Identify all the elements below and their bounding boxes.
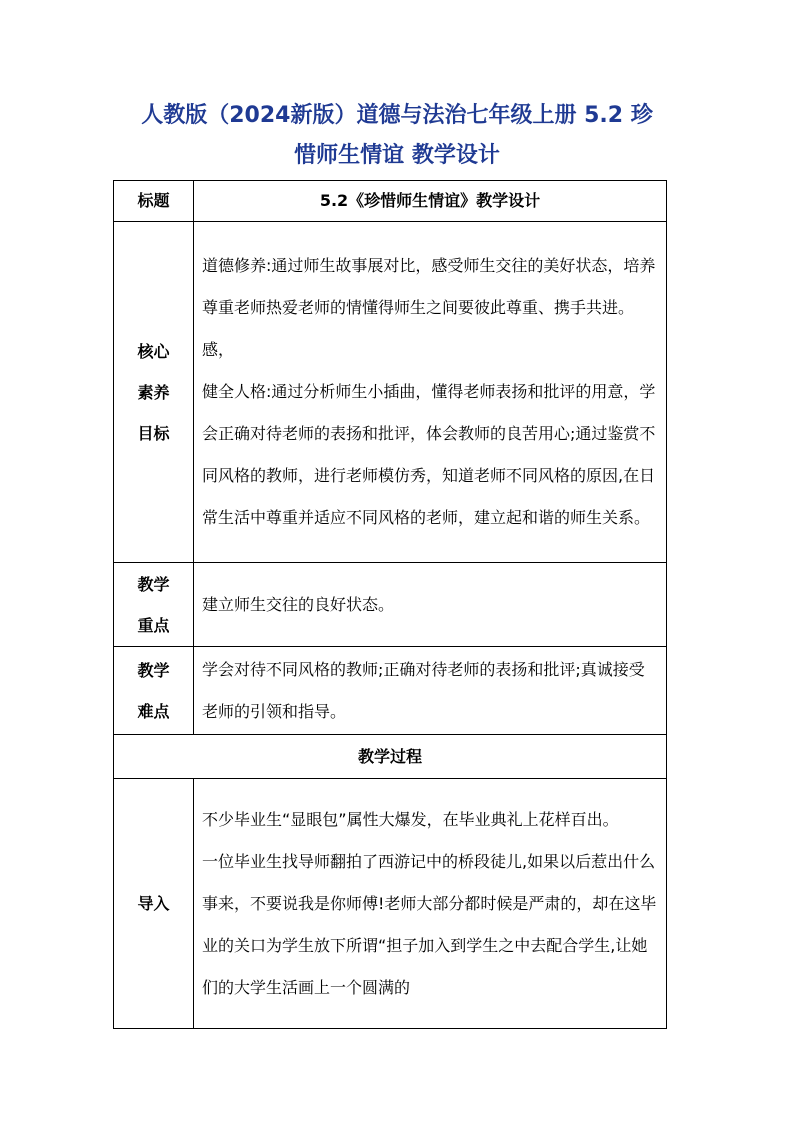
table-row-process-heading [114,735,667,779]
key-point-label: 教学 重点 [114,563,194,647]
header-label-cell: 标题 [114,181,194,222]
intro-paragraph-1: 不少毕业生“显眼包”属性大爆发，在毕业典礼上花样百出。 [202,809,619,829]
lesson-plan-table [113,180,667,1029]
intro-paragraph-2: 一位毕业生找导师翻拍了西游记中的桥段徒儿,如果以后惹出什么事来，不要说我是你师傅!老师大部分都时候是严肃的，却在这毕业的关口为学生放下所谓“担子加入到学生之中去配合学生,让她们的大学生活画上一个圆满的 [202,851,657,997]
header-value-cell: 5.2《珍惜师生情谊》教学设计 [194,181,667,222]
intro-content [194,779,667,1029]
intro-label: 导入 [114,779,194,1029]
core-literacy-paragraph-personality: 健全人格:通过分析师生小插曲，懂得老师表扬和批评的用意，学会正确对待老师的表扬和批评，体会教师的良苦用心;通过鉴赏不同风格的教师，进行老师模仿秀，知道老师不同风格的原因,在日常生活中尊重并适应不同风格的老师，建立起和谐的师生关系。 [202,382,656,527]
document-title-line2: 惜师生情谊 教学设计 [294,143,500,168]
table-row-intro [114,779,667,1029]
difficulty-label: 教学 难点 [114,647,194,735]
document-title-line1: 人教版（2024新版）道德与法治七年级上册 5.2 珍 [141,103,653,128]
core-literacy-content [194,222,667,563]
core-literacy-label: 核心 素养 目标 [114,222,194,563]
difficulty-content: 学会对待不同风格的教师;正确对待老师的表扬和批评;真诚接受老师的引领和指导。 [194,647,667,735]
process-heading: 教学过程 [114,735,667,779]
document-title [112,96,682,176]
table-row-difficulty [114,647,667,735]
key-point-content: 建立师生交往的良好状态。 [194,563,667,647]
table-row-header [114,181,667,222]
table-row-key-point [114,563,667,647]
core-literacy-paragraph-moral: 道德修养:通过师生故事展对比，感受师生交往的美好状态，培养尊重老师热爱老师的情懂得师生之间要彼此尊重、携手共进。感， [202,256,656,359]
table-row-core-literacy [114,222,667,563]
